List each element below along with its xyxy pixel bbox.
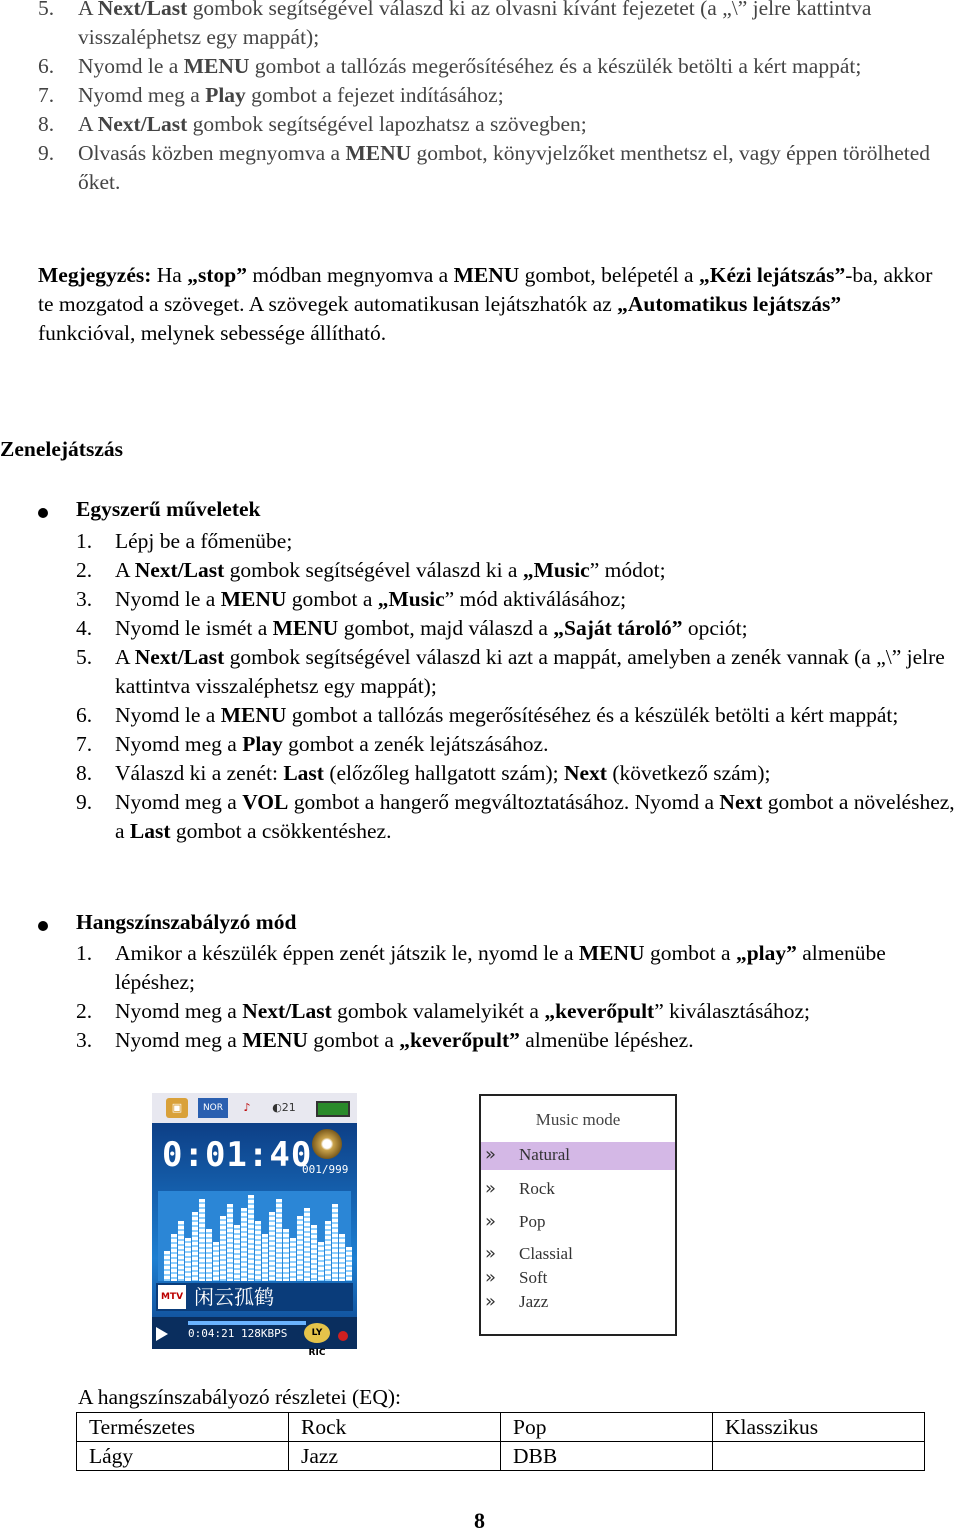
simple-operation-step-segment: opciót; (682, 616, 748, 640)
battery-icon (316, 1101, 350, 1117)
simple-operation-step-segment: MENU (220, 587, 287, 611)
song-title-text: 闲云孤鹤 (194, 1285, 274, 1309)
list-text (115, 587, 626, 611)
music-mode-item-label: Pop (519, 1212, 546, 1231)
simple-operation-step-segment: gombot a (286, 587, 378, 611)
player-main (152, 1123, 357, 1358)
list-number: 3. (76, 1028, 93, 1052)
list-text (115, 761, 771, 785)
music-mode-item[interactable] (481, 1176, 675, 1204)
music-mode-title: Music mode (535, 1110, 621, 1129)
simple-operation-step-segment: Nyomd le ismét a (115, 616, 273, 640)
simple-operation-step-segment: A (115, 645, 135, 669)
simple-operation-step-segment: Nyomd meg a (115, 790, 243, 814)
list-number: 5. (38, 0, 55, 20)
music-mode-item-label: Classial (519, 1244, 573, 1263)
spectrum-bar (297, 1216, 303, 1281)
equalizer-step-segment: „keverőpult” (399, 1028, 520, 1052)
note-segment: MENU (453, 263, 520, 287)
equalizer-step-segment: gombot a (644, 941, 736, 965)
simple-operation-step-segment: gombot a tallózás megerősítéséhez és a készülék betölti a kért mappát; (286, 703, 899, 727)
simple-operations-list (76, 527, 960, 846)
bullet-icon (38, 921, 48, 931)
list-text (115, 732, 548, 756)
list-text (78, 0, 871, 49)
bullet-icon (38, 508, 48, 518)
elapsed-time: 0:01:40 (162, 1135, 313, 1175)
simple-operation-step-segment: Next (563, 761, 607, 785)
equalizer-step-segment: gombot a (307, 1028, 400, 1052)
bullet-heading-equalizer-mode: Hangszínszabályzó mód (76, 910, 297, 934)
list-number: 6. (38, 54, 55, 78)
reading-step-item (38, 139, 938, 197)
simple-operation-step-segment: Next/Last (134, 645, 225, 669)
spectrum-bar (262, 1234, 268, 1281)
music-mode-item-label: Soft (519, 1268, 548, 1287)
spectrum-bar (269, 1212, 275, 1281)
spectrum-bar (164, 1251, 170, 1281)
equalizer-step-item (76, 997, 960, 1026)
spectrum-bar (255, 1221, 261, 1281)
eq-table-cell (713, 1442, 925, 1471)
music-mode-item[interactable] (481, 1289, 675, 1317)
reading-step-item (38, 52, 938, 81)
spectrum-bar (227, 1204, 233, 1281)
spectrum-bar (171, 1234, 177, 1281)
simple-operation-step-item (76, 527, 960, 556)
reading-step-segment: gombot a tallózás megerősítéséhez és a készülék betölti a kért mappát; (249, 54, 862, 78)
simple-operation-step-segment: „Saját tároló” (553, 616, 683, 640)
track-counter: 001/999 (302, 1163, 349, 1176)
simple-operation-step-item (76, 701, 960, 730)
list-text (115, 703, 898, 727)
spectrum-bar (199, 1199, 205, 1281)
equalizer-step-segment: ” kiválasztásához; (654, 999, 811, 1023)
note-segment: „Automatikus lejátszás” (617, 292, 842, 316)
list-text (115, 790, 955, 843)
eq-caption: A hangszínszabályozó részletei (EQ): (78, 1385, 401, 1409)
equalizer-step-segment: Amikor a készülék éppen zenét játszik le, nyomd le a (115, 941, 579, 965)
spectrum-bar (311, 1225, 317, 1281)
equalizer-step-item (76, 1026, 960, 1055)
simple-operation-step-item (76, 759, 960, 788)
equalizer-step-item (76, 939, 960, 997)
music-mode-item-label: Rock (519, 1179, 555, 1198)
simple-operation-step-segment: gombot a zenék lejátszásához. (282, 732, 549, 756)
list-number: 7. (76, 732, 93, 756)
list-number: 5. (76, 645, 93, 669)
player-bottom-bar (152, 1317, 357, 1358)
spectrum-bar (248, 1195, 254, 1281)
reading-step-segment: A (78, 0, 98, 20)
chevron-right-icon: » (485, 1178, 497, 1199)
note-segment: Ha (151, 263, 188, 287)
reading-step-segment: Olvasás közben megnyomva a (78, 141, 346, 165)
record-dot-icon (338, 1331, 348, 1341)
simple-operation-step-segment: Válaszd ki a zenét: (115, 761, 284, 785)
page-number: 8 (474, 1508, 485, 1533)
reading-steps-list (38, 0, 938, 197)
reading-step-segment: gombok segítségével válaszd ki az olvasni kívánt fejezetet (a „\” jelre kattintva visszaléphetsz egy mappát); (78, 0, 872, 49)
eq-table-cell: Természetes (77, 1413, 289, 1442)
simple-operation-step-segment: Nyomd le a (115, 703, 221, 727)
bell-icon: ♪ (243, 1101, 251, 1114)
progress-bar (188, 1321, 306, 1325)
music-mode-item-label: Natural (519, 1145, 570, 1164)
simple-operation-step-segment: Nyomd le a (115, 587, 221, 611)
mode-badge: NOR (198, 1098, 228, 1118)
list-number: 4. (76, 616, 93, 640)
list-text (115, 529, 292, 553)
equalizer-step-segment: Nyomd meg a (115, 1028, 243, 1052)
simple-operation-step-segment: gombot a növeléshez, a (115, 790, 955, 843)
list-number: 6. (76, 703, 93, 727)
bitrate: 128KBPS (240, 1327, 288, 1340)
reading-step-segment: A (78, 112, 98, 136)
note-segment: „stop” (187, 263, 247, 287)
note-segment: funkcióval, melynek sebessége állítható. (38, 321, 387, 345)
music-mode-item[interactable] (481, 1142, 675, 1170)
simple-operations-ol (76, 527, 960, 846)
simple-operation-step-segment: MENU (220, 703, 287, 727)
list-number: 8. (38, 112, 55, 136)
play-icon (156, 1327, 168, 1341)
list-number: 1. (76, 529, 93, 553)
reading-step-segment: Play (205, 83, 246, 107)
note-segment: Megjegyzés: (38, 263, 152, 287)
list-text (115, 558, 666, 582)
eq-table-cell: Klasszikus (713, 1413, 925, 1442)
reading-step-item (38, 81, 938, 110)
music-mode-menu-screenshot (479, 1094, 677, 1336)
section-title: Zenelejátszás (0, 437, 123, 461)
total-time: 0:04:21 (188, 1327, 235, 1340)
equalizer-step-segment: Next/Last (242, 999, 332, 1023)
reading-step-segment: gombot, könyvjelzőket menthetsz el, vagy éppen törölheted őket. (78, 141, 931, 194)
list-text (78, 112, 587, 136)
equalizer-step-segment: Nyomd meg a (115, 999, 243, 1023)
simple-operation-step-segment: Next (719, 790, 763, 814)
eq-table-cell: Jazz (289, 1442, 501, 1471)
list-text (115, 1028, 694, 1052)
spectrum-bar (206, 1229, 212, 1281)
chevron-right-icon: » (485, 1291, 497, 1312)
list-text (78, 83, 504, 107)
list-text (78, 141, 930, 194)
list-number: 7. (38, 83, 55, 107)
simple-operation-step-item (76, 614, 960, 643)
play-time-info (188, 1327, 287, 1340)
top-ol (38, 0, 938, 197)
spectrum-bar (220, 1216, 226, 1281)
equalizer-step-segment: „keverőpult (544, 999, 655, 1023)
note-segment: -ba, akkor te mozgatod a szöveget. A szövegek automatikusan lejátszhatók az (38, 263, 933, 316)
equalizer-step-segment: „play” (735, 941, 797, 965)
simple-operation-step-segment: Last (283, 761, 324, 785)
spectrum-bar (332, 1204, 338, 1281)
simple-operation-step-segment: A (115, 558, 135, 582)
lyric-badge: LY RIC (304, 1323, 330, 1343)
simple-operation-step-segment: Lépj be a főmenübe; (115, 529, 293, 553)
reading-step-segment: Next/Last (97, 112, 188, 136)
simple-operation-step-segment: Last (129, 819, 171, 843)
spectrum-bar (185, 1238, 191, 1281)
simple-operation-step-item (76, 730, 960, 759)
eq-table-row (77, 1442, 925, 1471)
note-segment: „Kézi lejátszás” (698, 263, 846, 287)
equalizer-mode-ol (76, 939, 960, 1055)
list-number: 9. (76, 790, 93, 814)
simple-operation-step-item (76, 643, 960, 701)
simple-operation-step-segment: MENU (272, 616, 339, 640)
equalizer-step-segment: MENU (578, 941, 645, 965)
list-number: 3. (76, 587, 93, 611)
eq-table (76, 1412, 925, 1471)
list-number: 9. (38, 141, 55, 165)
list-text (78, 54, 861, 78)
note-paragraph (38, 261, 943, 348)
simple-operation-step-segment: gombot a hangerő megváltoztatásához. Nyomd a (288, 790, 720, 814)
list-text (115, 999, 810, 1023)
simple-operation-step-segment: gombot, majd válaszd a (338, 616, 554, 640)
spectrum-visualizer (158, 1191, 351, 1281)
reading-step-segment: Nyomd meg a (78, 83, 206, 107)
eq-table-cell: Pop (501, 1413, 713, 1442)
simple-operation-step-segment: gombot a csökkentéshez. (170, 819, 392, 843)
simple-operation-step-segment: gombok segítségével válaszd ki azt a mappát, amelyben a zenék vannak (a „\” jelre kattintva visszaléphetsz egy mappát); (115, 645, 945, 698)
simple-operation-step-segment: „Music (522, 558, 590, 582)
spectrum-bar (325, 1221, 331, 1281)
reading-step-segment: MENU (345, 141, 412, 165)
eq-table-cell: DBB (501, 1442, 713, 1471)
spectrum-bar (241, 1208, 247, 1281)
list-text (115, 941, 886, 994)
folder-icon: ▣ (166, 1098, 188, 1118)
equalizer-step-segment: almenübe lépéshez; (115, 941, 886, 994)
mtv-badge: MTV (158, 1285, 186, 1309)
volume-readout (266, 1098, 302, 1118)
spectrum-bar (283, 1229, 289, 1281)
simple-operation-step-segment: Nyomd meg a (115, 732, 243, 756)
simple-operation-step-segment: (előzőleg hallgatott szám); (323, 761, 564, 785)
eq-table-body (77, 1413, 925, 1471)
spectrum-bar (318, 1242, 324, 1281)
reading-step-segment: MENU (183, 54, 250, 78)
simple-operation-step-segment: (következő szám); (606, 761, 771, 785)
reading-step-segment: Nyomd le a (78, 54, 184, 78)
simple-operation-step-segment: ” mód aktiválásához; (444, 587, 627, 611)
reading-step-item (38, 110, 938, 139)
equalizer-mode-list (76, 939, 960, 1055)
simple-operation-step-item (76, 585, 960, 614)
simple-operation-step-segment: Play (242, 732, 283, 756)
player-screenshot (152, 1093, 357, 1358)
simple-operation-step-segment: gombok segítségével válaszd ki a (224, 558, 523, 582)
eq-table-cell: Lágy (77, 1442, 289, 1471)
simple-operation-step-segment: Next/Last (134, 558, 225, 582)
spectrum-bar (234, 1225, 240, 1281)
note-segment: módban megnyomva a (246, 263, 454, 287)
list-number: 8. (76, 761, 93, 785)
reading-step-segment: gombot a fejezet indításához; (245, 83, 504, 107)
list-number: 1. (76, 941, 93, 965)
list-number: 2. (76, 558, 93, 582)
chevron-right-icon: » (485, 1144, 497, 1165)
equalizer-step-segment: gombok valamelyikét a (331, 999, 545, 1023)
reading-step-item (38, 0, 938, 52)
simple-operation-step-item (76, 556, 960, 585)
music-mode-item-label: Jazz (519, 1292, 549, 1311)
eq-table-row (77, 1413, 925, 1442)
simple-operation-step-segment: ” módot; (589, 558, 666, 582)
equalizer-step-segment: MENU (242, 1028, 308, 1052)
equalizer-step-segment: almenübe lépéshez. (519, 1028, 694, 1052)
spectrum-bar (178, 1221, 184, 1281)
music-mode-item[interactable] (481, 1209, 675, 1237)
volume-value: 21 (281, 1101, 296, 1114)
speaker-icon: ◐ (272, 1101, 282, 1114)
chevron-right-icon: » (485, 1243, 497, 1264)
simple-operation-step-segment: „Music (377, 587, 445, 611)
bullet-heading-simple-operations: Egyszerű műveletek (76, 497, 261, 521)
eq-table-cell: Rock (289, 1413, 501, 1442)
disc-icon (312, 1129, 342, 1159)
simple-operation-step-item (76, 788, 960, 846)
note-segment: gombot, belépetél a (519, 263, 699, 287)
player-status-bar (152, 1093, 357, 1123)
chevron-right-icon: » (485, 1267, 497, 1288)
spectrum-bar (346, 1247, 352, 1281)
spectrum-bar (213, 1242, 219, 1281)
list-text (115, 616, 748, 640)
reading-step-segment: Next/Last (97, 0, 188, 20)
spectrum-bar (339, 1234, 345, 1281)
spectrum-bar (192, 1212, 198, 1281)
spectrum-bar (276, 1199, 282, 1281)
chevron-right-icon: » (485, 1211, 497, 1232)
list-text (115, 645, 945, 698)
spectrum-bar (290, 1238, 296, 1281)
simple-operation-step-segment: VOL (242, 790, 289, 814)
reading-step-segment: gombok segítségével lapozhatsz a szövegben; (187, 112, 587, 136)
list-number: 2. (76, 999, 93, 1023)
spectrum-bar (304, 1208, 310, 1281)
